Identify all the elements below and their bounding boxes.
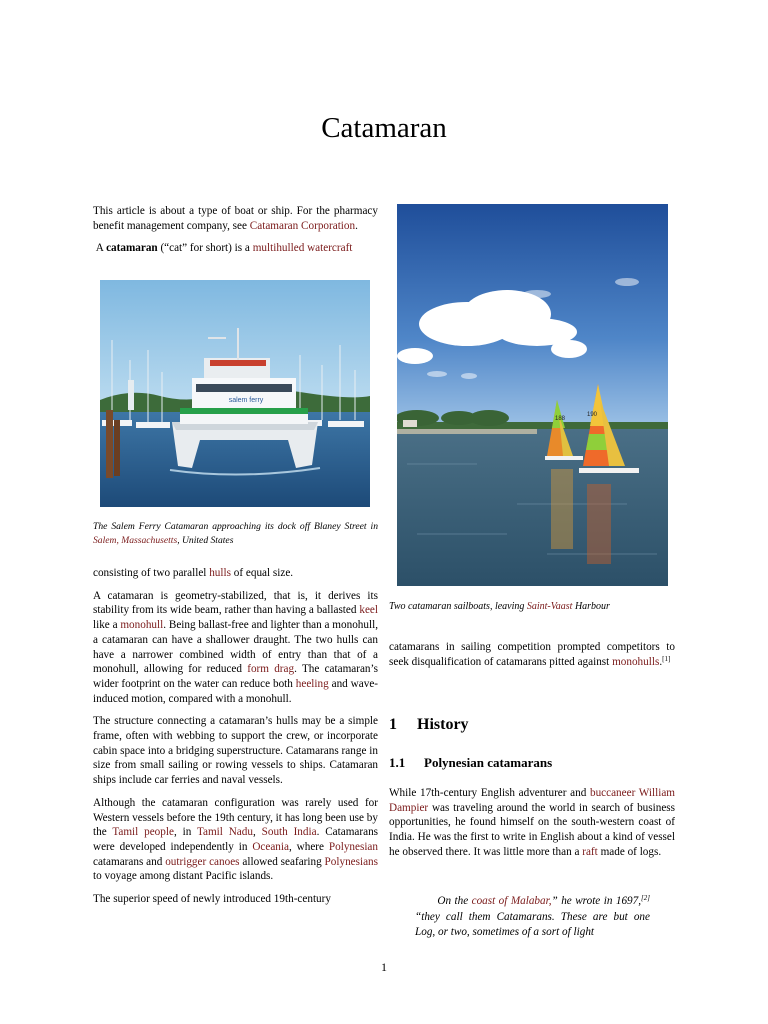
link-outrigger-canoes[interactable]: outrigger canoes xyxy=(165,855,240,868)
svg-text:188: 188 xyxy=(555,416,566,422)
link-heeling[interactable]: heeling xyxy=(295,677,329,690)
link-buccaneer[interactable]: buccaneer xyxy=(589,787,636,799)
sail-caption: Two catamaran sailboats, leaving Saint-Vaast Harbour xyxy=(389,601,610,612)
right-column-history xyxy=(389,786,675,868)
ferry-photo[interactable] xyxy=(100,280,370,507)
link-monohulls[interactable]: monohulls xyxy=(612,655,660,668)
ferry-caption: The Salem Ferry Catamaran approaching its dock off Blaney Street in Salem, Massachusetts, United States xyxy=(93,521,378,546)
sailboats-photo[interactable] xyxy=(397,204,668,586)
paragraph-dampier: While 17th-century English adventurer and buccaneer William Dampier was traveling around the world in search of business opportunities, he found himself on the south-western coast of India. He was the first to write in English about a kind of vessel he observed there. It was little more than a raft made of logs. xyxy=(389,787,675,858)
sailboats-image xyxy=(397,204,668,586)
svg-text:salem ferry: salem ferry xyxy=(228,397,264,404)
link-oceania[interactable]: Oceania xyxy=(252,840,289,853)
link-tamil-nadu[interactable]: Tamil Nadu xyxy=(196,826,253,839)
subsection-heading-polynesian: 1.1 Polynesian catamarans xyxy=(389,755,553,770)
link-salem[interactable]: Salem, Massachusetts xyxy=(93,534,178,546)
paragraph-speed: The superior speed of newly introduced 19th-century xyxy=(93,893,331,906)
article-title: Catamaran xyxy=(321,112,447,144)
link-tamil-people[interactable]: Tamil people xyxy=(112,826,174,839)
link-polynesian[interactable]: Polynesian xyxy=(328,840,378,853)
link-hulls[interactable]: hulls xyxy=(209,567,231,579)
blockquote-dampier xyxy=(415,894,650,941)
link-coast-of-malabar[interactable]: coast of Malabar, xyxy=(471,895,552,907)
paragraph-structure: The structure connecting a catamaran’s hulls may be a simple frame, often with webbing to support the crew, or incorporate cabin space into a bridging superstructure. Catamarans range in size from small sailing or rowing vessels to ships. Catamaran ships include car ferries and naval vessels. xyxy=(93,715,378,787)
reference-2[interactable]: [2] xyxy=(641,894,650,902)
link-south-india[interactable]: South India xyxy=(261,826,317,839)
paragraph-stability: A catamaran is geometry-stabilized, that is, it derives its stability from its wide beam, rather than having a ballasted keel like a monohull. Being ballast-free and lighter than a monohull, a catamaran can have a shallower draught. The two hulls can have a narrower combined width of entry than that of a monohull, allowing for reduced form drag. The catamaran’s wider footprint on the water can reduce both heeling and wave-induced motion, compared with a monohull. xyxy=(93,589,379,705)
link-keel[interactable]: keel xyxy=(359,604,378,617)
hatnote: This article is about a type of boat or ship. For the pharmacy benefit management company, see Catamaran Corporation. xyxy=(93,205,378,232)
ferry-caption-block xyxy=(93,520,378,555)
link-form-drag[interactable]: form drag xyxy=(247,663,295,676)
reference-1[interactable]: [1] xyxy=(662,654,671,663)
link-raft[interactable]: raft xyxy=(582,845,598,858)
link-monohull[interactable]: monohull xyxy=(120,619,164,632)
right-column-body xyxy=(389,640,675,677)
link-william-dampier[interactable]: William Dampier xyxy=(389,787,675,814)
ferry-image xyxy=(100,280,370,507)
section-heading-history: 1 History xyxy=(389,716,469,733)
quote-text: On the coast of Malabar,” he wrote in 1697,[2] “they call them Catamarans. These are but one Log, or two, sometimes of a sort of light xyxy=(415,894,650,939)
sail-caption-block xyxy=(389,600,675,622)
link-polynesians[interactable]: Polynesians xyxy=(324,855,378,868)
link-catamaran-corporation[interactable]: Catamaran Corporation xyxy=(249,219,356,232)
link-multihulled-watercraft[interactable]: multihulled watercraft xyxy=(252,242,353,255)
svg-text:190: 190 xyxy=(587,412,598,418)
page-number: 1 xyxy=(381,960,387,974)
left-column-body xyxy=(93,566,378,915)
left-column-top xyxy=(93,204,378,264)
paragraph-history-intro: Although the catamaran configuration was rarely used for Western vessels before the 19th century, it has long been use by the Tamil people, in Tamil Nadu, South India. Catamarans were developed independently in Oceania, where Polynesian catamarans and outrigger canoes allowed seafaring Polynesians to voyage among distant Pacific islands. xyxy=(93,796,379,883)
paragraph-competition: catamarans in sailing competition prompted competitors to seek disqualification of catamarans pitted against monohulls.[1] xyxy=(389,641,675,668)
paragraph-hulls: consisting of two parallel hulls of equal size. xyxy=(93,567,294,579)
lead-paragraph: A catamaran (“cat” for short) is a multihulled watercraft xyxy=(95,242,353,255)
link-saint-vaast[interactable]: Saint-Vaast xyxy=(526,601,573,612)
